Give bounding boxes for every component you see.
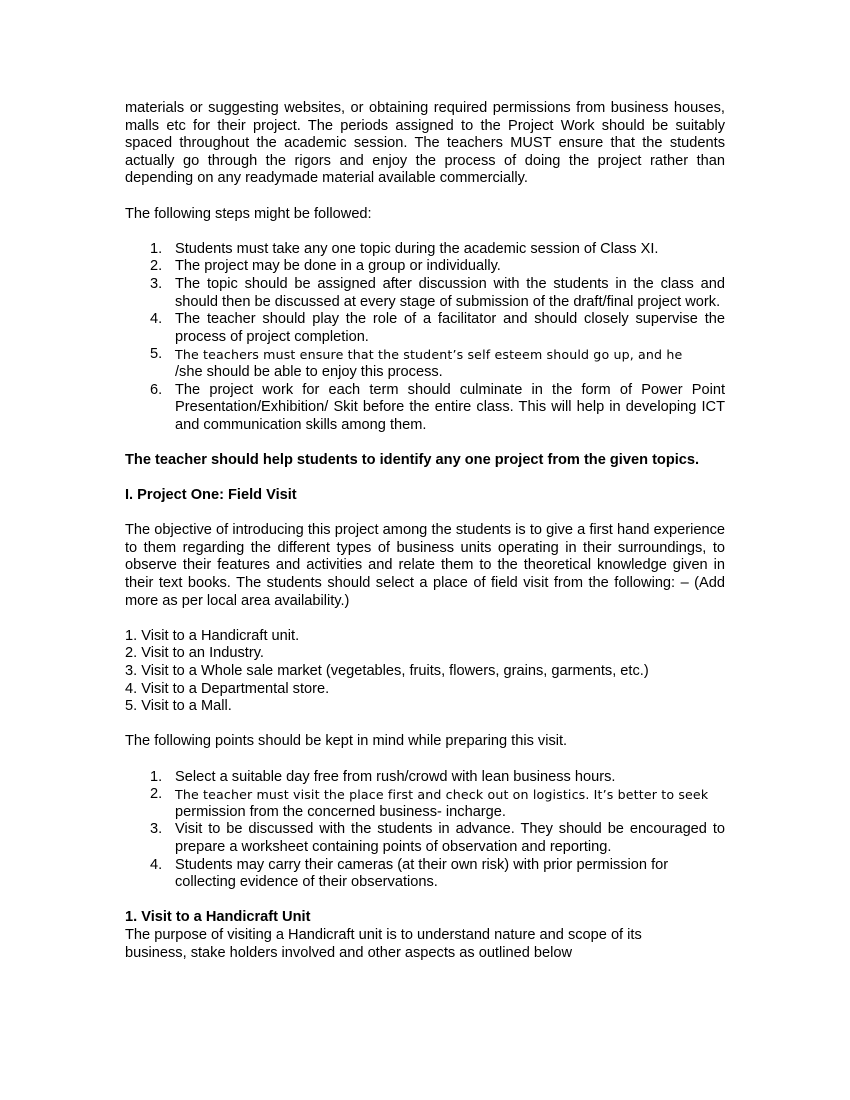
list-item: 4. Students may carry their cameras (at their own risk) with prior permission for collecting evidence of their observations. [150,856,669,891]
list-item: 3. Visit to a Whole sale market (vegetables, fruits, flowers, grains, garments, etc.) [125,663,649,679]
list-item: 1. Students must take any one topic during the academic session of Class XI. [150,240,659,257]
list-item: 5. Visit to a Mall. [125,698,232,715]
project-heading: I. Project One: Field Visit [125,487,297,504]
steps-list [125,241,725,435]
list-item: 5. The teachers must ensure that the student’s self esteem should go up, and he /she should be able to enjoy this process. [150,346,683,380]
list-item: 2. Visit to an Industry. [125,645,264,662]
objective-paragraph: The objective of introducing this project among the students is to give a first hand experience to them regarding the different types of business units operating in their surroundings, to observe their features and activities and relate them to the theoretical knowledge given in their text books. The students should select a place of field visit from the following: – (Add more as per local area availability.) [125,522,725,609]
visits-list [125,628,725,716]
list-item: 4. The teacher should play the role of a facilitator and should closely supervise the process of project completion. [150,311,725,345]
list-item: 1. Visit to a Handicraft unit. [125,627,300,644]
points-heading: The following points should be kept in mind while preparing this visit. [125,733,568,750]
handicraft-heading: 1. Visit to a Handicraft Unit [125,909,311,926]
page-content [125,100,725,962]
intro-paragraph: materials or suggesting websites, or obtaining required permissions from business houses, malls etc for their project. The periods assigned to the Project Work should be suitably spaced throughout the academic session. The teachers MUST ensure that the students actually go through the rigors and enjoy the process of doing the project rather than depending on any readymade material available commercially. [125,100,725,187]
list-item: 3. Visit to be discussed with the students in advance. They should be encouraged to prepare a worksheet containing points of observation and reporting. [150,821,725,855]
list-item: 1. Select a suitable day free from rush/crowd with lean business hours. [150,768,616,785]
handicraft-paragraph: The purpose of visiting a Handicraft unit is to understand nature and scope of its business, stake holders involved and other aspects as outlined below [125,926,642,961]
list-item: 6. The project work for each term should culminate in the form of Power Point Presentation/Exhibition/ Skit before the entire class. This will help in developing ICT and communication skills among them. [150,381,725,433]
list-item: 2. The project may be done in a group or individually. [150,258,501,275]
bold-instruction: The teacher should help students to identify any one project from the given topics. [125,451,700,468]
steps-heading: The following steps might be followed: [125,205,372,222]
list-item: 3. The topic should be assigned after discussion with the students in the class and should then be discussed at every stage of submission of the draft/final project work. [150,275,725,310]
list-item: 2. The teacher must visit the place first and check out on logistics. It’s better to seek permission from the concerned business- incharge. [150,786,709,820]
list-item: 4. Visit to a Departmental store. [125,680,330,697]
points-list [125,769,725,892]
